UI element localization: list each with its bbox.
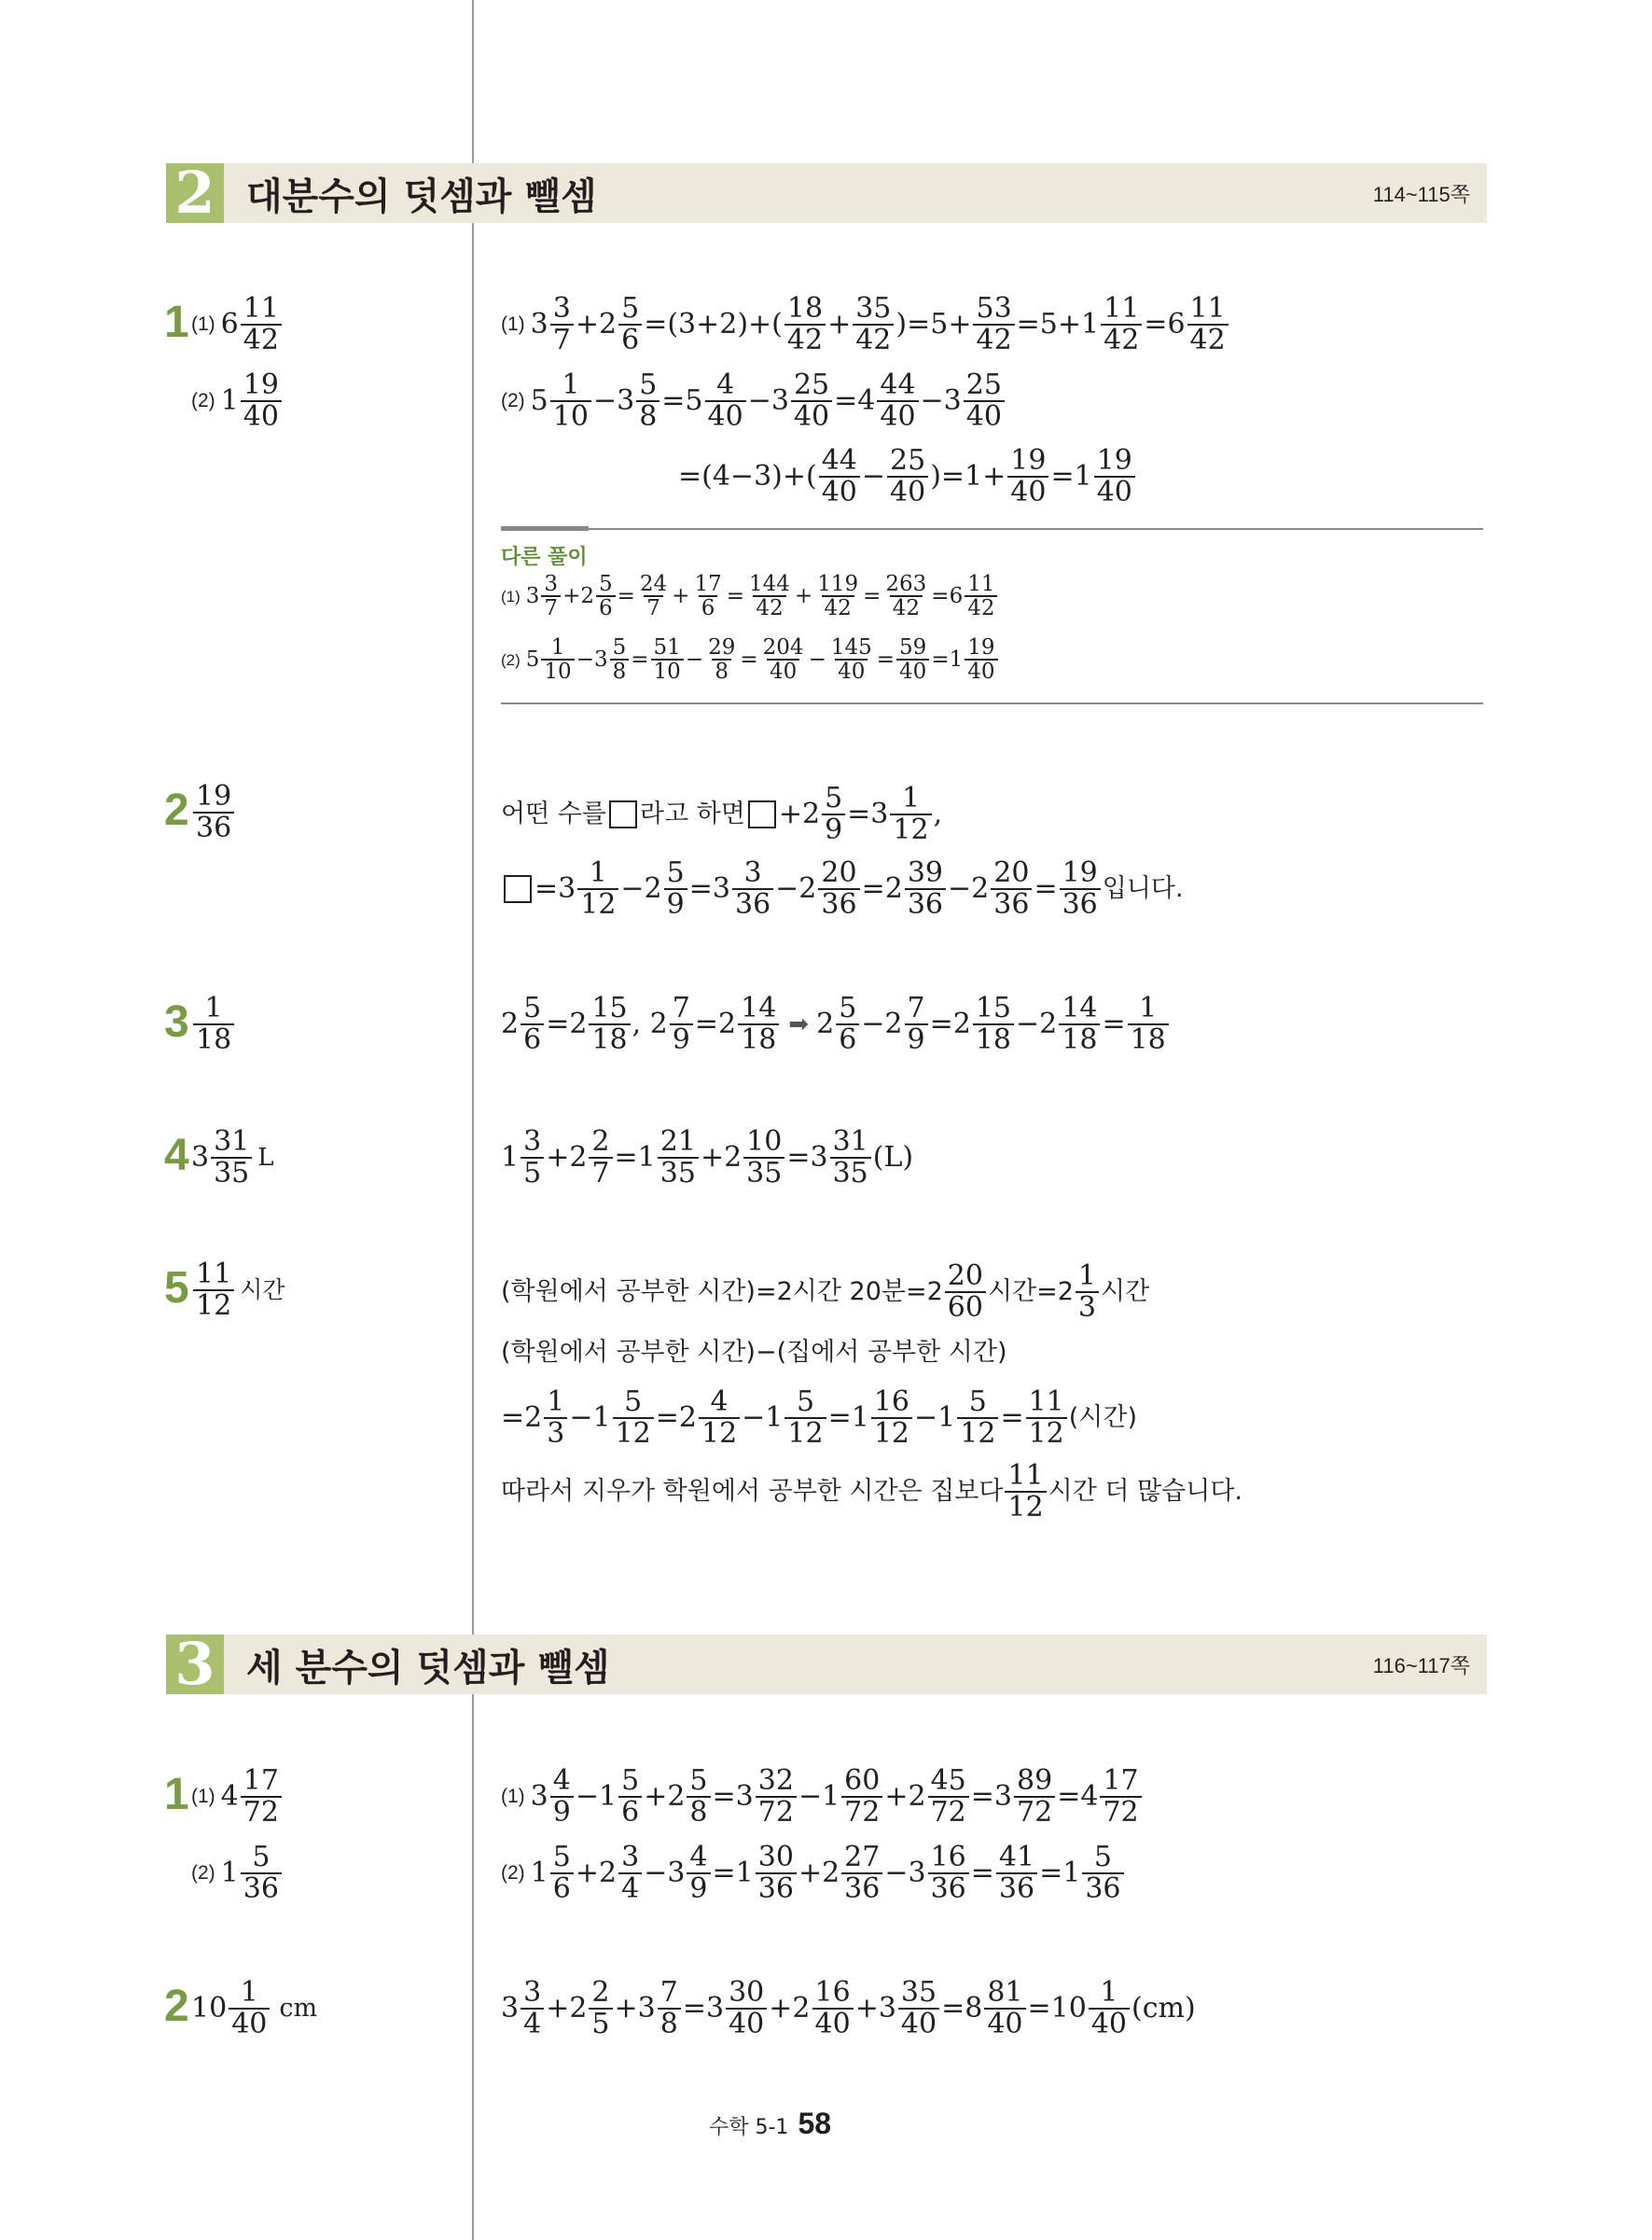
answer-5: $\frac{11}{12}$ 시간 [191,1259,285,1320]
problem-number: 4 [164,1131,189,1180]
problem-number: 2 [164,786,189,835]
alt-solution-label: 다른 풀이 [501,546,588,569]
section-header-3 [166,1630,1487,1698]
solution-1-line-1: (1) 3 $\frac{3}{7}$ + 2 $\frac{5}{6}$ =(3+2)+( $\frac{18}{42}$ + $\frac{35}{42}$ )=5+ $\frac{53}{42}$ =5+1 $\frac{11}{42}$ =6 $\frac{11}{42}$ [501,294,1230,355]
problem-number: 5 [164,1263,189,1313]
section-number: 2 [166,163,224,223]
solution-2-line-1: 어떤 수를 라고 하면 +2 $\frac{5}{9}$ =3 $\frac{1}{12}$ , [501,782,943,846]
solution-4: 1 $\frac{3}{5}$ +2 $\frac{2}{7}$ =1 $\frac{21}{35}$ +2 $\frac{10}{35}$ =3 $\frac{31}{35}$ (L) [501,1125,914,1190]
problem-number: 1 [164,298,189,347]
alt-solution-line-1: (1) 3 $\frac{3}{7}$ +2 $\frac{5}{6}$ = $\frac{24}{7}$ + $\frac{17}{6}$ = $\frac{144}{42}$ + $\frac{119}{42}$ = $\frac{263}{42}$ =6 $\frac{11}{42}$ [501,573,999,619]
section-number: 3 [166,1635,224,1694]
solution-3: 2 $\frac{5}{6}$ =2 $\frac{15}{18}$ , 2 $\frac{7}{9}$ =2 $\frac{14}{18}$ ➡ 2 $\frac{5}{6}$ −2 $\frac{7}{9}$ =2 $\frac{15}{18}$ −2 $\frac{14}{18}$ = $\frac{1}{18}$ [501,994,1171,1054]
solution-1-line-3: =(4−3)+( $\frac{44}{40}$ − $\frac{25}{40}$ )=1+ $\frac{19}{40}$ =1 $\frac{19}{40}$ [678,446,1137,507]
section-title: 대분수의 덧셈과 뺄셈 [246,174,597,218]
section-title: 세 분수의 덧셈과 뺄셈 [246,1646,610,1690]
problem-number: 3 [164,997,189,1047]
blank-box [504,875,532,903]
answer-1-2: (2) 1 $\frac{19}{40}$ [191,370,284,431]
page-number: 58 [798,2107,832,2140]
answer-s3-1-1: (1) 4 $\frac{17}{72}$ [191,1766,284,1827]
alt-solution-bottom-rule [501,703,1483,704]
solution-1-line-2: (2) 5 $\frac{1}{10}$ −3 $\frac{5}{8}$ =5 $\frac{4}{40}$ −3 $\frac{25}{40}$ =4 $\frac{44}{40}$ −3 $\frac{25}{40}$ [501,370,1006,431]
problem-number: 2 [164,1982,189,2031]
solution-s3-1-line-2: (2) 1 $\frac{5}{6}$ +2 $\frac{3}{4}$ −3 $\frac{4}{9}$ =1 $\frac{30}{36}$ +2 $\frac{27}{36}$ −3 $\frac{16}{36}$ = $\frac{41}{36}$ =1 $\frac{5}{36}$ [501,1843,1126,1903]
section-pages: 114~115쪽 [1372,182,1470,206]
book-title: 수학 5-1 [709,2116,789,2139]
answer-3: $\frac{1}{18}$ [191,994,236,1054]
problem-number: 1 [164,1770,189,1819]
answer-1-1: (1) 6 $\frac{11}{42}$ [191,294,284,355]
solution-5-line-4: 따라서 지우가 학원에서 공부한 시간은 집보다 $\frac{11}{12}$ 시간 더 많습니다. [501,1459,1242,1523]
answer-4: 3 $\frac{31}{35}$ L [191,1125,274,1190]
blank-box [748,800,776,828]
section-header-2 [166,159,1487,227]
answer-s3-2: 10 $\frac{1}{40}$ cm [191,1976,318,2040]
column-divider [472,0,474,2240]
alt-solution-top-rule [501,528,1483,530]
solution-s3-1-line-1: (1) 3 $\frac{4}{9}$ −1 $\frac{5}{6}$ +2 $\frac{5}{8}$ =3 $\frac{32}{72}$ −1 $\frac{60}{72}$ +2 $\frac{45}{72}$ =3 $\frac{89}{72}$ =4 $\frac{17}{72}$ [501,1766,1144,1827]
solution-5-line-2: (학원에서 공부한 시간)−(집에서 공부한 시간) [501,1338,1007,1367]
section-pages: 116~117쪽 [1372,1653,1470,1677]
solution-5-line-3: =2 $\frac{1}{3}$ −1 $\frac{5}{12}$ =2 $\frac{4}{12}$ −1 $\frac{5}{12}$ =1 $\frac{16}{12}$ −1 $\frac{5}{12}$ = $\frac{11}{12}$ (시간) [501,1385,1137,1450]
answer-s3-1-2: (2) 1 $\frac{5}{36}$ [191,1843,284,1903]
alt-solution-top-accent [501,526,589,531]
solution-5-line-1: (학원에서 공부한 시간)=2시간 20분=2 $\frac{20}{60}$ 시간=2 $\frac{1}{3}$ 시간 [501,1259,1150,1324]
blank-box [609,800,637,828]
solution-s3-2: 3 $\frac{3}{4}$ +2 $\frac{2}{5}$ +3 $\frac{7}{8}$ =3 $\frac{30}{40}$ +2 $\frac{16}{40}$ +3 $\frac{35}{40}$ =8 $\frac{81}{40}$ =10 $\frac{1}{40}$ (cm) [501,1976,1196,2040]
answer-2: $\frac{19}{36}$ [191,782,236,842]
solution-2-line-2: =3 $\frac{1}{12}$ −2 $\frac{5}{9}$ =3 $\frac{3}{36}$ −2 $\frac{20}{36}$ =2 $\frac{39}{36}$ −2 $\frac{20}{36}$ = $\frac{19}{36}$ 입니다. [501,858,1184,919]
page-footer [709,2107,831,2141]
alt-solution-line-2: (2) 5 $\frac{1}{10}$ −3 $\frac{5}{8}$ = $\frac{51}{10}$ − $\frac{29}{8}$ = $\frac{204}{40}$ − $\frac{145}{40}$ = $\frac{59}{40}$ =1 $\frac{19}{40}$ [501,636,1000,683]
arrow-right-icon: ➡ [788,1009,810,1038]
